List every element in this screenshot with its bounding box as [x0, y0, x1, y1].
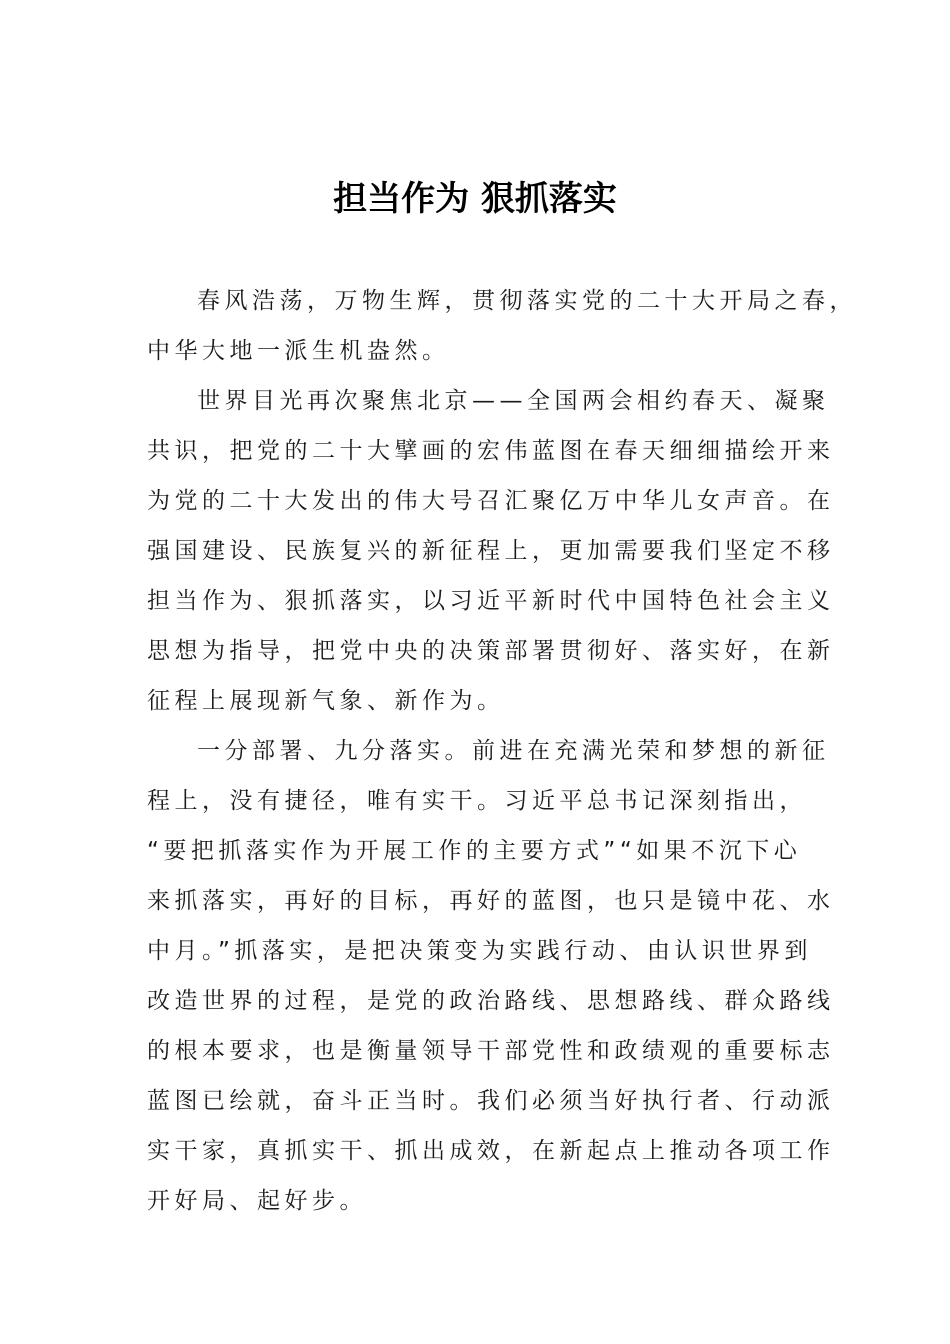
paragraph-line: 来抓落实，再好的目标，再好的蓝图，也只是镜中花、水: [147, 888, 835, 914]
paragraph-line: 强国建设、民族复兴的新征程上，更加需要我们坚定不移: [147, 538, 835, 564]
paragraph-line: “要把抓落实作为开展工作的主要方式”“如果不沉下心: [147, 838, 802, 864]
paragraph-line: 为党的二十大发出的伟大号召汇聚亿万中华儿女声音。在: [147, 488, 835, 514]
paragraph-line: 中月。”抓落实，是把决策变为实践行动、由认识世界到: [147, 938, 812, 964]
paragraph-line: 开好局、起好步。: [147, 1188, 367, 1214]
paragraph-3: [147, 726, 835, 1226]
paragraph-line: 担当作为、狠抓落实，以习近平新时代中国特色社会主义: [147, 588, 835, 614]
paragraph-line: 程上，没有捷径，唯有实干。习近平总书记深刻指出，: [147, 788, 807, 814]
paragraph-line: 的根本要求，也是衡量领导干部党性和政绩观的重要标志: [147, 1038, 835, 1064]
paragraph-line: 思想为指导，把党中央的决策部署贯彻好、落实好，在新: [147, 638, 835, 664]
paragraph-line: 共识，把党的二十大擘画的宏伟蓝图在春天细细描绘开来: [147, 438, 835, 464]
document-title: 担当作为 狠抓落实: [333, 179, 617, 219]
paragraph-line: 中华大地一派生机盎然。: [147, 338, 450, 364]
paragraph-line: 征程上展现新气象、新作为。: [147, 688, 505, 714]
paragraph-line: 一分部署、九分落实。前进在充满光荣和梦想的新征: [197, 738, 830, 764]
document-body: [147, 276, 857, 1226]
paragraph-1: [147, 276, 857, 376]
paragraph-2: [147, 376, 835, 726]
paragraph-line: 蓝图已绘就，奋斗正当时。我们必须当好执行者、行动派: [147, 1088, 835, 1114]
paragraph-line: 春风浩荡，万物生辉，贯彻落实党的二十大开局之春，: [197, 288, 857, 314]
paragraph-line: 改造世界的过程，是党的政治路线、思想路线、群众路线: [147, 988, 835, 1014]
paragraph-line: 世界目光再次聚焦北京——全国两会相约春天、凝聚: [197, 388, 830, 414]
paragraph-line: 实干家，真抓实干、抓出成效，在新起点上推动各项工作: [147, 1138, 835, 1164]
